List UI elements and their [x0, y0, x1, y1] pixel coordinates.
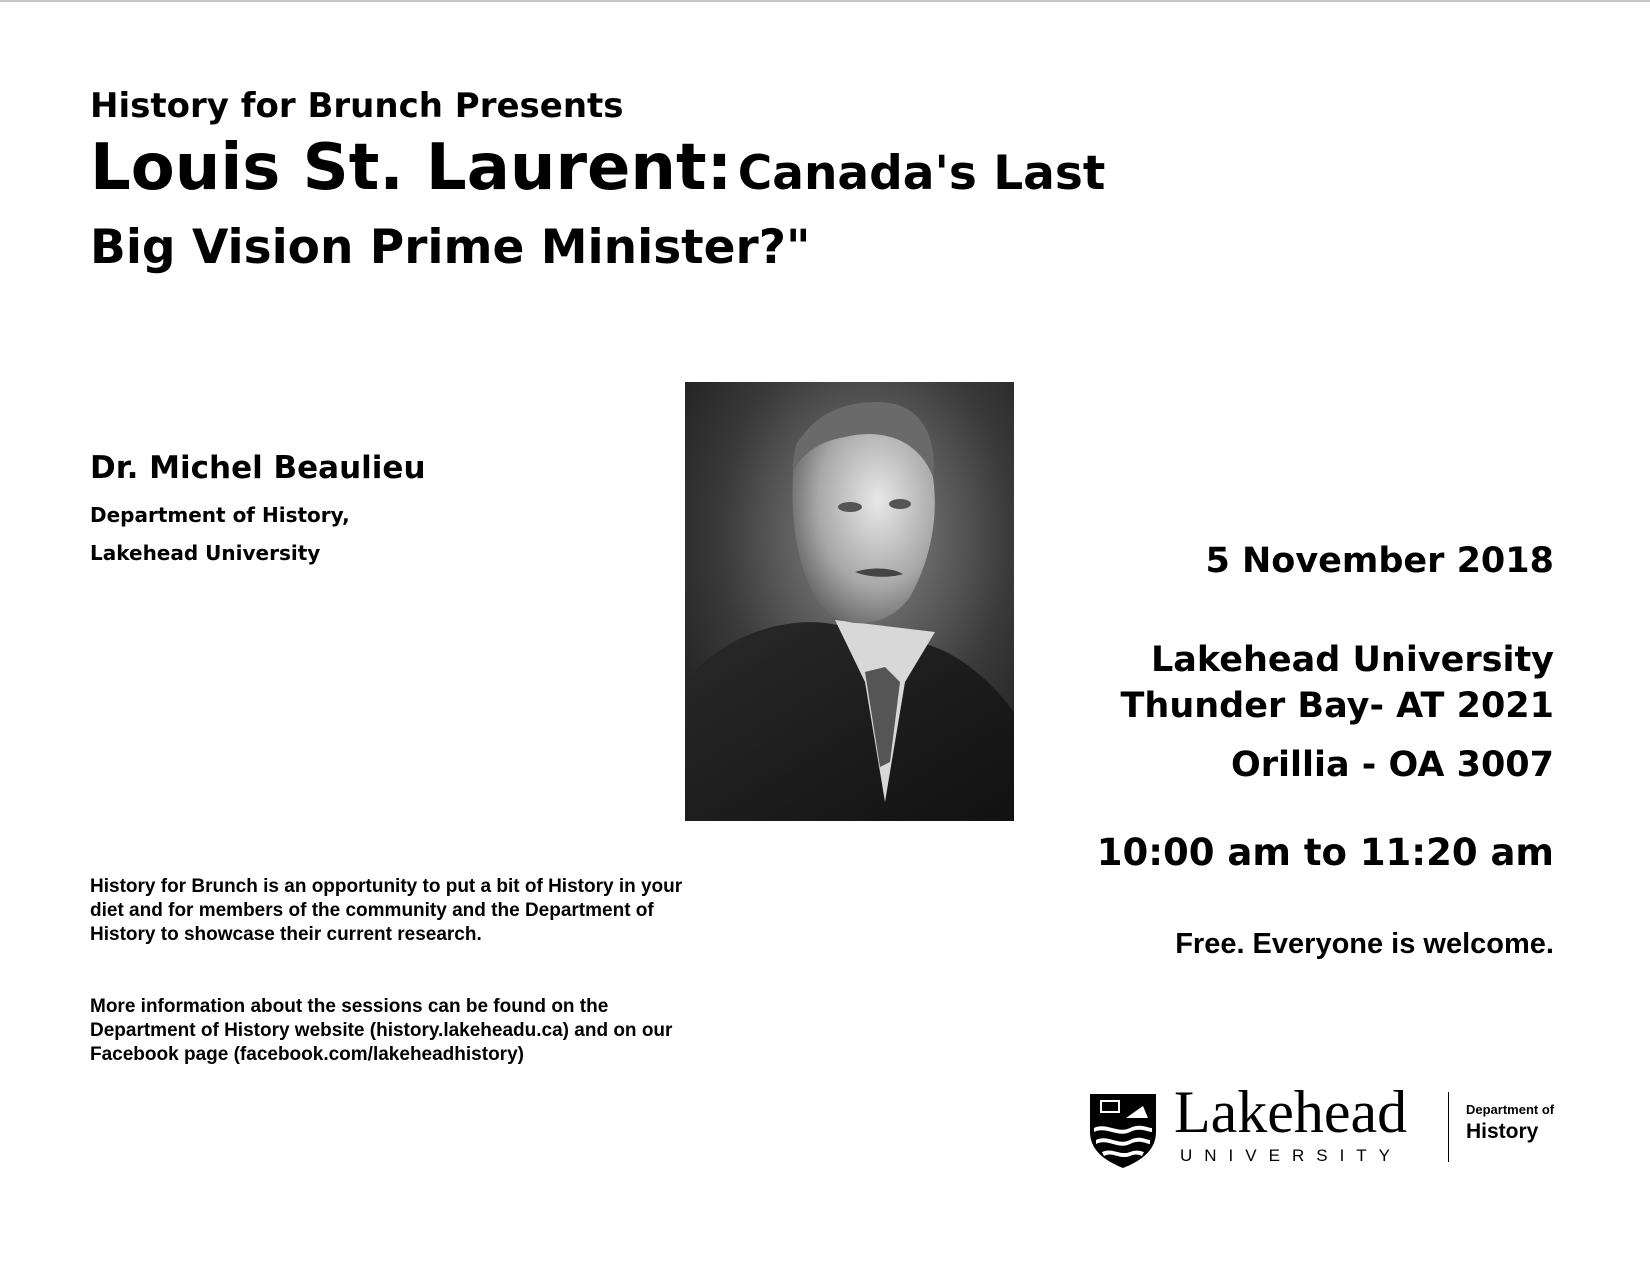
title-line-1: [90, 131, 1106, 220]
title-subtitle-part-2: Big Vision Prime Minister?": [90, 220, 811, 275]
speaker-name: Dr. Michel Beaulieu: [90, 450, 426, 486]
event-time: 10:00 am to 11:20 am: [1096, 831, 1554, 874]
event-admission: Free. Everyone is welcome.: [1175, 928, 1554, 960]
description-paragraph: History for Brunch is an opportunity to put a bit of History in your diet and for members of the community and the Department of History to showcase their current research.: [90, 876, 683, 945]
portrait-photo-icon: [685, 382, 1014, 821]
logo-university: UNIVERSITY: [1180, 1146, 1403, 1165]
series-title: History for Brunch Presents: [90, 86, 624, 126]
event-title: [90, 131, 1106, 275]
title-main: Louis St. Laurent:: [90, 131, 733, 205]
logo-department-label: Department of: [1466, 1102, 1555, 1117]
event-date: 5 November 2018: [1205, 541, 1554, 581]
event-location-university: Lakehead University: [1150, 640, 1554, 680]
event-location-thunder-bay: Thunder Bay- AT 2021: [1120, 686, 1554, 726]
lakehead-logo: [1088, 1079, 1568, 1188]
logo-divider: [1448, 1092, 1449, 1162]
logo-wordmark: Lakehead: [1174, 1079, 1408, 1145]
lakehead-crest-icon: [1088, 1092, 1158, 1168]
event-location-orillia: Orillia - OA 3007: [1230, 745, 1554, 785]
logo-department-name: History: [1466, 1120, 1539, 1143]
more-info-paragraph: More information about the sessions can be found on the Department of History website (history.lakeheadu.ca) and on our Facebook page (facebook.com/lakeheadhistory): [90, 996, 673, 1065]
speaker-university: Lakehead University: [90, 541, 321, 565]
top-rule: [0, 0, 1650, 2]
title-subtitle-part-1: Canada's Last: [737, 146, 1106, 201]
speaker-department: Department of History,: [90, 503, 350, 527]
